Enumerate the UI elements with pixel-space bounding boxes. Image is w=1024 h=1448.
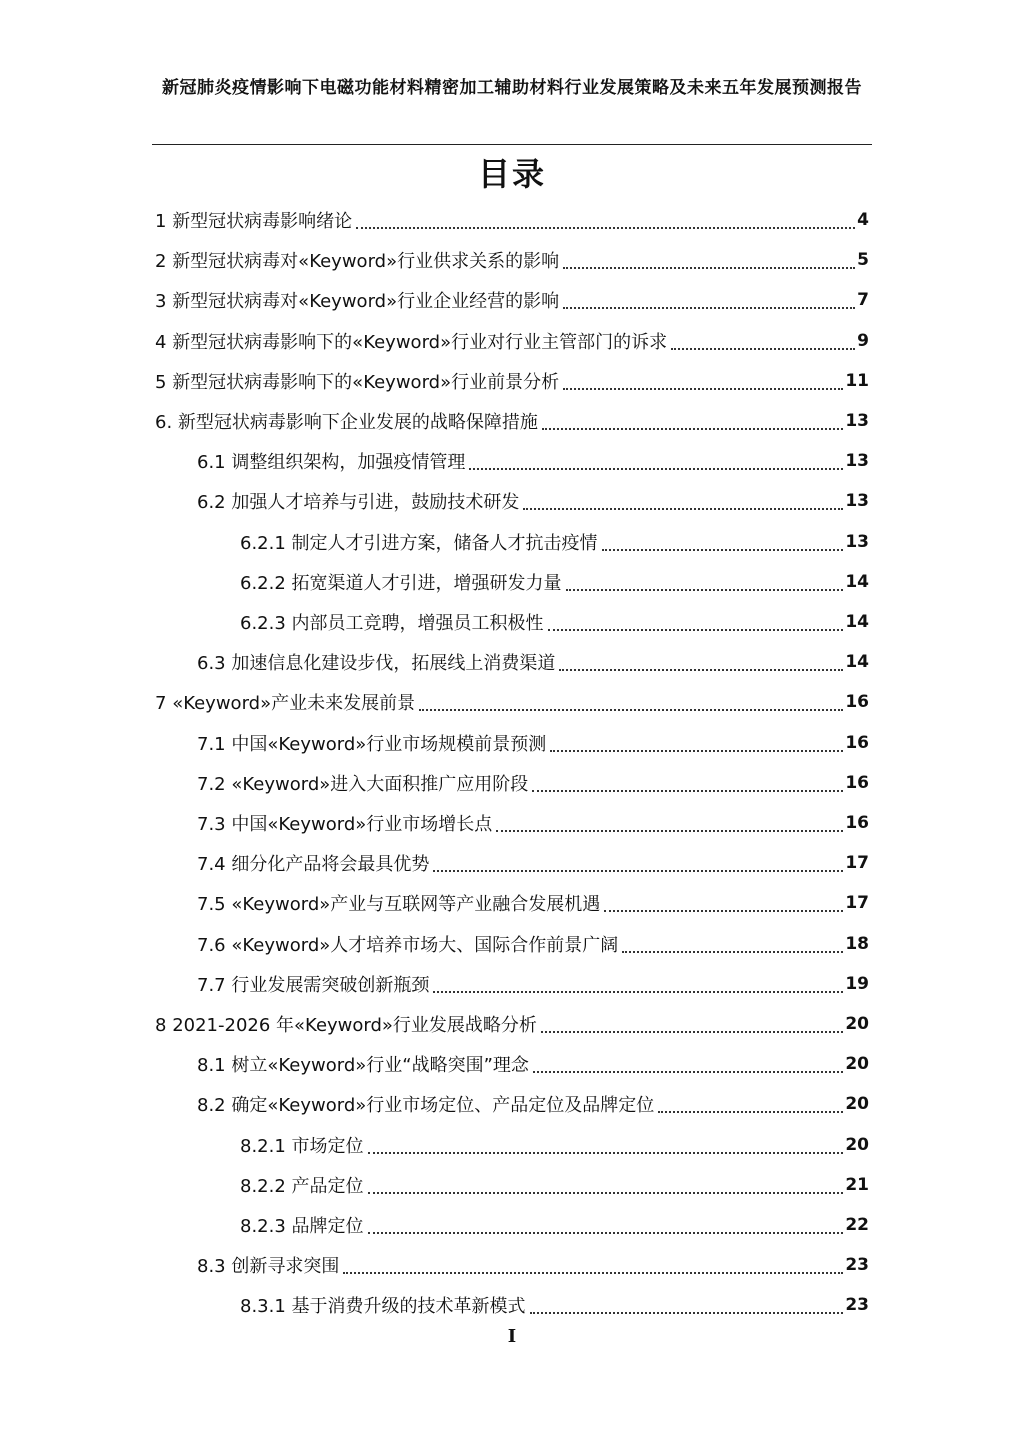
toc-entry-title: 新型冠状病毒对«Keyword»行业供求关系的影响 xyxy=(172,251,560,273)
toc-dot-leader xyxy=(419,709,843,711)
toc-entry-page: 13 xyxy=(845,531,869,552)
toc-entry-label xyxy=(197,1051,529,1077)
toc-entry-number: 7.5 xyxy=(197,894,226,916)
toc-entry-number: 8.2.1 xyxy=(240,1135,286,1157)
header-divider xyxy=(152,144,872,145)
toc-entry-page: 23 xyxy=(845,1255,869,1276)
toc-entry-number: 8.3.1 xyxy=(240,1296,286,1318)
toc-entry[interactable] xyxy=(197,1044,869,1084)
toc-dot-leader xyxy=(530,1312,844,1314)
toc-dot-leader xyxy=(433,870,843,872)
toc-entry-title: 产品定位 xyxy=(291,1175,364,1197)
toc-entry-label xyxy=(240,569,562,595)
toc-entry-title: 行业发展需突破创新瓶颈 xyxy=(231,974,430,996)
toc-entry-number: 7.7 xyxy=(197,974,226,996)
toc-entry[interactable] xyxy=(155,361,869,401)
toc-entry-title: 新型冠状病毒影响下企业发展的战略保障措施 xyxy=(177,412,538,433)
toc-dot-leader xyxy=(356,227,855,229)
toc-entry-label xyxy=(197,649,555,675)
toc-entry-number: 4 xyxy=(155,331,167,353)
toc-entry[interactable] xyxy=(240,522,869,562)
toc-entry-title: 2021-2026 年«Keyword»行业发展战略分析 xyxy=(172,1015,537,1036)
toc-entry-title: 市场定位 xyxy=(291,1135,364,1157)
report-header-title: 新冠肺炎疫情影响下电磁功能材料精密加工辅助材料行业发展策略及未来五年发展预测报告 xyxy=(162,78,862,98)
toc-entry-number: 1 xyxy=(155,211,167,232)
toc-entry-title: «Keyword»产业与互联网等产业融合发展机遇 xyxy=(231,894,601,916)
toc-entry-label xyxy=(197,850,429,876)
toc-dot-leader xyxy=(622,951,843,953)
page-number: I xyxy=(507,1326,517,1347)
toc-entry-label xyxy=(155,689,415,715)
toc-dot-leader xyxy=(469,468,843,470)
toc-entry[interactable] xyxy=(155,240,869,280)
toc-entry-number: 6.2.2 xyxy=(240,572,286,594)
toc-dot-leader xyxy=(548,629,844,631)
toc-entry-title: «Keyword»产业未来发展前景 xyxy=(172,693,416,715)
toc-entry-number: 6.1 xyxy=(197,452,226,474)
toc-entry-label xyxy=(155,408,538,434)
toc-entry-title: 调整组织架构，加强疫情管理 xyxy=(231,452,466,474)
toc-dot-leader xyxy=(602,549,844,551)
toc-entry-page: 13 xyxy=(845,491,869,512)
toc-entry-page: 21 xyxy=(845,1174,869,1195)
toc-dot-leader xyxy=(542,428,843,430)
toc-entry-label xyxy=(240,1132,364,1158)
toc-entry-title: 加速信息化建设步伐，拓展线上消费渠道 xyxy=(231,653,556,675)
toc-entry-label xyxy=(197,770,528,796)
toc-entry-label xyxy=(197,810,492,836)
toc-entry-page: 17 xyxy=(845,853,869,874)
toc-entry-title: 确定«Keyword»行业市场定位、产品定位及品牌定位 xyxy=(231,1095,655,1117)
toc-entry-label xyxy=(240,1172,364,1198)
toc-entry-page: 5 xyxy=(857,250,869,271)
toc-entry-number: 2 xyxy=(155,251,167,273)
toc-entry-label xyxy=(155,207,352,233)
toc-entry-title: 中国«Keyword»行业市场增长点 xyxy=(231,814,493,835)
toc-entry-number: 7 xyxy=(155,693,167,715)
toc-entry-label xyxy=(155,287,559,313)
toc-entry-title: 新型冠状病毒对«Keyword»行业企业经营的影响 xyxy=(172,291,560,313)
toc-entry[interactable] xyxy=(240,1285,869,1325)
toc-entry-title: 拓宽渠道人才引进，增强研发力量 xyxy=(291,572,562,594)
toc-entry-page: 14 xyxy=(845,612,869,632)
toc-entry-label xyxy=(197,971,429,997)
toc-entry-label xyxy=(240,609,544,635)
toc-entry-label xyxy=(240,529,598,555)
toc-entry-number: 7.2 xyxy=(197,773,226,795)
toc-entry[interactable] xyxy=(197,441,869,481)
toc-entry-number: 7.6 xyxy=(197,934,226,956)
toc-entry-page: 22 xyxy=(845,1215,869,1235)
toc-entry[interactable] xyxy=(155,401,869,441)
toc-entry-label xyxy=(197,1091,654,1117)
toc-entry[interactable] xyxy=(155,200,869,240)
toc-entry-number: 6.2.1 xyxy=(240,532,286,554)
toc-entry-page: 13 xyxy=(845,451,869,472)
toc-entry[interactable] xyxy=(197,723,869,763)
toc-entry[interactable] xyxy=(197,843,869,883)
toc-entry[interactable] xyxy=(240,562,869,602)
toc-entry-title: 创新寻求突围 xyxy=(231,1256,340,1278)
toc-entry-title: 内部员工竞聘，增强员工积极性 xyxy=(291,613,544,634)
toc-entry-page: 4 xyxy=(857,210,869,230)
toc-entry-title: 中国«Keyword»行业市场规模前景预测 xyxy=(231,733,547,755)
toc-dot-leader xyxy=(563,267,855,269)
toc-dot-leader xyxy=(343,1272,843,1274)
toc-entry[interactable] xyxy=(197,642,869,682)
toc-entry-page: 13 xyxy=(845,411,869,431)
toc-entry-page: 23 xyxy=(845,1295,869,1316)
toc-entry-page: 20 xyxy=(845,1014,869,1034)
toc-entry-page: 20 xyxy=(845,1094,869,1115)
toc-dot-leader xyxy=(566,589,844,591)
toc-entry-page: 20 xyxy=(845,1134,869,1155)
toc-entry[interactable] xyxy=(155,321,869,361)
toc-entry-label xyxy=(197,931,618,957)
toc-dot-leader xyxy=(559,669,843,671)
toc-entry[interactable] xyxy=(197,803,869,843)
toc-entry-label xyxy=(240,1292,526,1318)
toc-entry-number: 8 xyxy=(155,1015,167,1036)
toc-entry-number: 7.1 xyxy=(197,733,226,755)
toc-dot-leader xyxy=(604,910,843,912)
toc-entry-page: 19 xyxy=(845,973,869,994)
toc-dot-leader xyxy=(541,1031,843,1033)
toc-entry-page: 14 xyxy=(845,571,869,592)
toc-entry-page: 16 xyxy=(845,732,869,753)
toc-dot-leader xyxy=(368,1232,844,1234)
toc-entry-number: 7.4 xyxy=(197,854,226,876)
toc-entry-page: 16 xyxy=(845,692,869,713)
toc-entry-label xyxy=(155,328,667,354)
toc-entry-label xyxy=(197,730,546,756)
toc-entry-number: 8.1 xyxy=(197,1055,226,1077)
toc-entry-title: 新型冠状病毒影响下的«Keyword»行业对行业主管部门的诉求 xyxy=(172,331,668,353)
toc-entry[interactable] xyxy=(155,682,869,722)
toc-entry-title: 新型冠状病毒影响绪论 xyxy=(172,211,353,232)
toc-entry[interactable] xyxy=(197,1084,869,1124)
toc-entry[interactable] xyxy=(155,280,869,320)
toc-entry-label xyxy=(197,890,600,916)
toc-dot-leader xyxy=(563,307,855,309)
toc-entry-page: 16 xyxy=(845,813,869,833)
toc-entry-label xyxy=(197,488,519,514)
toc-entry-page: 7 xyxy=(857,290,869,311)
toc-dot-leader xyxy=(550,750,843,752)
toc-entry-title: 细分化产品将会最具优势 xyxy=(231,854,430,876)
toc-entry[interactable] xyxy=(197,883,869,923)
toc-entry-title: 树立«Keyword»行业“战略突围”理念 xyxy=(231,1055,529,1077)
toc-entry[interactable] xyxy=(197,964,869,1004)
toc-entry-label xyxy=(155,1011,537,1037)
toc-entry-title: «Keyword»进入大面积推广应用阶段 xyxy=(231,773,529,795)
toc-entry-title: 新型冠状病毒影响下的«Keyword»行业前景分析 xyxy=(172,371,560,393)
toc-entry[interactable] xyxy=(240,1165,869,1205)
toc-entry-title: «Keyword»人才培养市场大、国际合作前景广阔 xyxy=(231,934,619,956)
toc-entry[interactable] xyxy=(197,763,869,803)
toc-entry-title: 基于消费升级的技术革新模式 xyxy=(291,1296,526,1318)
toc-entry-label xyxy=(240,1212,364,1238)
toc-entry-number: 8.2 xyxy=(197,1095,226,1117)
toc-entry-label xyxy=(155,368,559,394)
toc-entry-page: 16 xyxy=(845,772,869,793)
toc-entry[interactable] xyxy=(197,481,869,521)
toc-entry-page: 18 xyxy=(845,933,869,954)
toc-dot-leader xyxy=(523,508,843,510)
toc-dot-leader xyxy=(658,1111,843,1113)
toc-entry-page: 17 xyxy=(845,893,869,914)
toc-entry-page: 20 xyxy=(845,1054,869,1075)
toc-entry-title: 制定人才引进方案，储备人才抗击疫情 xyxy=(291,532,598,554)
toc-entry-title: 加强人才培养与引进，鼓励技术研发 xyxy=(231,492,520,514)
toc-entry-number: 8.3 xyxy=(197,1256,226,1278)
toc-dot-leader xyxy=(533,1071,843,1073)
toc-entry[interactable] xyxy=(240,602,869,642)
toc-entry-number: 8.2.3 xyxy=(240,1216,286,1237)
toc-entry-number: 7.3 xyxy=(197,814,226,835)
toc-entry[interactable] xyxy=(240,1125,869,1165)
toc-entry[interactable] xyxy=(155,1004,869,1044)
toc-entry-label xyxy=(197,1252,339,1278)
toc-entry-number: 6.2.3 xyxy=(240,613,286,634)
toc-entry-number: 6. xyxy=(155,412,173,433)
toc-dot-leader xyxy=(563,388,843,390)
toc-dot-leader xyxy=(433,991,843,993)
toc-dot-leader xyxy=(368,1152,844,1154)
toc-dot-leader xyxy=(496,830,843,832)
toc-entry[interactable] xyxy=(240,1205,869,1245)
toc-entry-page: 9 xyxy=(857,330,869,351)
toc-entry[interactable] xyxy=(197,924,869,964)
toc-entry-page: 11 xyxy=(845,370,869,391)
toc-dot-leader xyxy=(532,790,843,792)
toc-entry-number: 5 xyxy=(155,371,167,393)
toc-entry-label xyxy=(155,247,559,273)
toc-heading: 目录 xyxy=(477,155,546,193)
toc-entry[interactable] xyxy=(197,1245,869,1285)
toc-entry-label xyxy=(197,448,465,474)
toc-entry-number: 6.3 xyxy=(197,653,226,675)
toc-dot-leader xyxy=(368,1192,844,1194)
toc-entry-title: 品牌定位 xyxy=(291,1216,364,1237)
toc-dot-leader xyxy=(671,348,855,350)
toc-entry-number: 6.2 xyxy=(197,492,226,514)
toc-entry-number: 3 xyxy=(155,291,167,313)
toc-entry-number: 8.2.2 xyxy=(240,1175,286,1197)
toc-entry-page: 14 xyxy=(845,652,869,673)
